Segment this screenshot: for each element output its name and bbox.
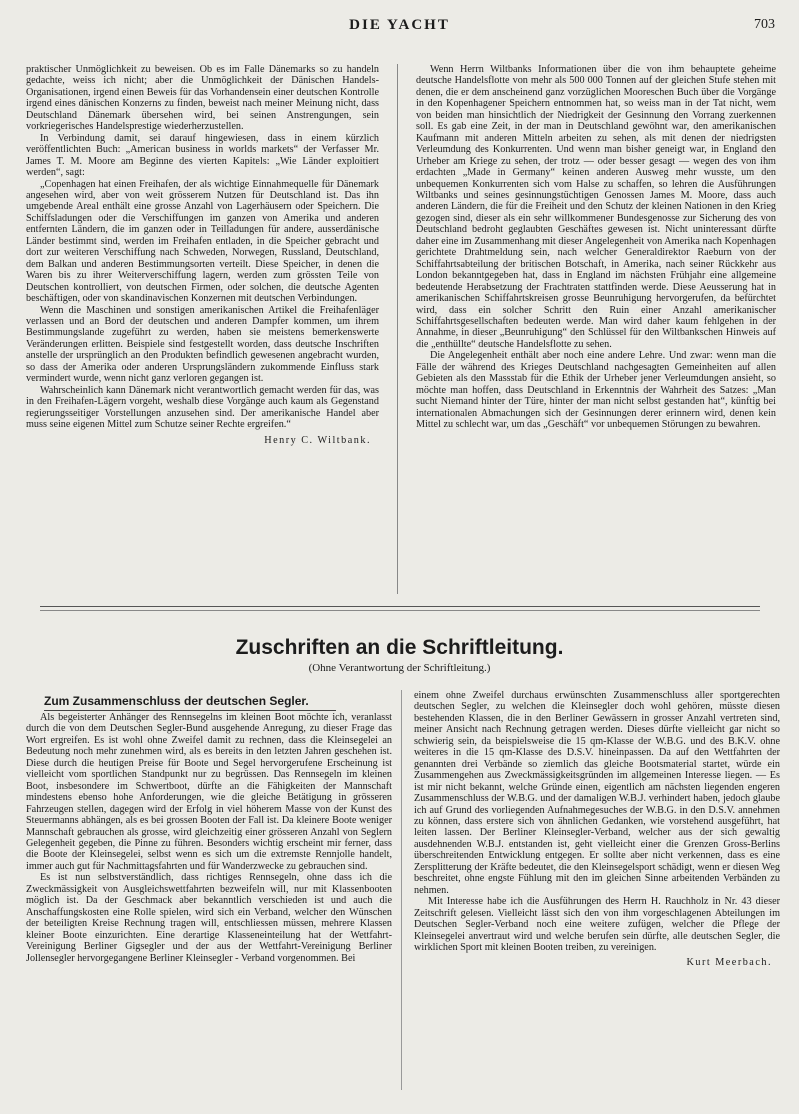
paragraph: einem ohne Zweifel durchaus erwünschten Zusammenschluss aller sportgerechten deutschen Segler, zu welchen die Kleinsegler doch wohl gehören, müsste diesen bestehenden Klassen, die in den Berliner Gewässern in grosser Anzahl vertreten sind, meiner Ansicht nach Rechnung getragen werden. Dieses dürfte vielleicht gar nicht so schwierig sein, da beispielsweise die 15 qm-Klasse der W.B.G. und des B.K.V. ohne weiteres in die 15 qm-Klasse des D.S.V. hineinpassen. Da auf den Wettfahrten der genannten drei Verbände so ziemlich das gleiche Bootsmaterial startet, würde ein Zusammengehen aus Zweckmässigkeitsgründen im allgemeinen Interesse liegen. — Es ist mir nicht bekannt, welche Gründe einen, eigentlich am nächsten liegenden engeren Zusammenschluss der W.B.G. und der damaligen W.B.J. verhindert haben, jedoch glaube ich auf Grund des vorliegenden Aufnahmegesuches der W.B.G. in den D.S.V. annehmen zu können, dass erstere sich von ähnlichen Gedanken, wie vorstehend ausgeführt, hat leiten lassen. Der Berliner Kleinsegler-Verband, welcher aus der sich gewaltig ausdehnenden W.B.J. entstanden ist, geht vielleicht einer die Grenzen Gross-Berlins überschreitenden Entwicklung entgegen. Er sollte aber nicht verkennen, dass es eine Zersplitterung der Kräfte bedeutet, die den Kleinsegelsport schädigt, wenn er diesen Weg beschreitet, ohne engste Fühlung mit den im gleichen Sinne arbeitenden Verbänden zu nehmen. <box>414 690 780 896</box>
column-divider <box>401 690 402 1090</box>
author-signature: Kurt Meerbach. <box>686 957 772 969</box>
section-divider <box>40 610 760 611</box>
section-title: Zuschriften an die Schriftleitung. <box>235 636 564 659</box>
page-number: 703 <box>754 17 775 32</box>
letter-title: Zum Zusammenschluss der deutschen Segler. <box>44 694 309 708</box>
paragraph: Wenn Herrn Wiltbanks Informationen über die von ihm behauptete geheime deutsche Handelsflotte von mehr als 500 000 Tonnen auf der gleichen Stufe stehen mit denen, die er dem anscheinend ganz vorzüglichen Mooreschen Buch über die Vorgänge in den Kopenhagener Speichern entnommen hat, so weiss man in der Tat nicht, wem von beiden man hinsichtlich der Niedrigkeit der Gesinnung den Vorrang zuerkennen soll. Es gab eine Zeit, in der man in Deutschland gewöhnt war, den amerikanischen Kaufmann mit anderen Mitteln arbeiten zu sehen, als mit denen der niedrigsten Verleumdung des Konkurrenten. Und wenn man bisher geneigt war, in England den Urheber am Kriege zu sehen, der trotz — oder besser gesagt — wegen des von ihm erdachten „Made in Germany“ keinen anderen Ausweg mehr wusste, um den unbequemen Konkurrenten sich vom Halse zu schaffen, so lehren die Ausführungen Wiltbanks und seines gesinnungstüchtigen Genossen James M. Moore, dass auch anderen Ländern, die für die Freiheit und den Schutz der kleinen Nationen in den Krieg gezogen sind, dieser als ein sehr willkommener Bundesgenosse zur Sicherung des von Deutschland bedroht geglaubten Geschäftes gewesen ist. Nicht uninteressant dürfte daher eine im Zusammenhang mit dieser Angelegenheit von Amerika nach Kopenhagen gerichtete Drahtmeldung sein, nach welcher Generaldirektor Raeburn von der Schiffahrtsabteilung der britischen Botschaft, in Amerika, nach seiner Rückkehr aus London bekanntgegeben hat, dass in England im nächsten Frühjahr eine allgemeine bedeutende Herabsetzung der Frachtraten stattfinden werde. Diese Aeusserung hat in amerikanischen Schiffahrtskreisen grosse Beunruhigung hervorgerufen, da befürchtet wird, dass ein solcher Schritt den Ruin einer Anzahl amerikanischer Schiffahrtsgesellschaften bedeuten werde. Man wird daher kaum fehlgehen in der Annahme, in dieser „Beunruhigung“ den Schlüssel für den Wiltbankschen Hinweis auf die „enthüllte“ deutsche Handelsflotte zu sehen. <box>416 64 776 350</box>
paragraph: „Copenhagen hat einen Freihafen, der als wichtige Einnahmequelle für Dänemark angesehen wird, aber von weit grösserem Nutzen für Deutschland ist. Das ihn umgebende Areal enthält eine grosse Anzahl von Lagerhäusern oder Speichern. Die Schiffsladungen oder die Verschiffungen im ganzen von Amerika und anderen entfernten Ländern, die im ganzen oder in Teilladungen für andere, ausserdänische Länder bestimmt sind, werden im Freihafen entladen, in die Speicher gebracht und dort zur weiteren Verschiffung nach Schweden, Norwegen, Russland, Deutschland, dem Balkan und anderen Bestimmungsorten verteilt. Diese Speicher, in denen die Waren bis zu ihrer Weiterverschiffung lagern, werden zum grössten Teile von Deutschen kontrolliert, von deutschen Firmen, oder solchen, die deutsche Agenten beschäftigen, oder von skandinavischen Konzernen mit deutschen Verbindungen. <box>26 178 379 305</box>
upper-right-column <box>416 64 776 594</box>
letter-right-column <box>414 690 780 1090</box>
paragraph: Wenn die Maschinen und sonstigen amerikanischen Artikel die Freihafenläger verlassen und an Bord der deutschen und anderen Dampfer kommen, um ihrem Bestimmungslande zugeführt zu werden, haben sie meistens bemerkenswerte Veränderungen erlitten. Beispiele sind festgestellt worden, dass deutsche Inschriften anstelle der ursprünglich an den Produkten befindlich gewesenen angebracht wurden, so dass der Amerika oder anderen Ursprungsländern zukommende Einfluss stark vermindert wurde, wenn nicht ganz verloren gegangen ist. <box>26 304 379 385</box>
paragraph: praktischer Unmöglichkeit zu beweisen. Ob es im Falle Dänemarks so zu handeln gedachte, weiss ich nicht; aber die Unmöglichkeit der Dänischen Handels-Organisationen, irgend einen Beweis für das Vorhandensein einer deutschen Kontrolle irgend eines dänischen Konzerns zu finden, beweist nach meiner Meinung nicht, dass Deutschland Dänemark übersehen wird, bei seinen Anstrengungen, sein vorkriegerisches Handelsprestige wiederherzustellen. <box>26 64 379 133</box>
paragraph: In Verbindung damit, sei darauf hingewiesen, dass in einem kürzlich veröffentlichten Buch: „American business in worlds markets“ der Verfasser Mr. James T. M. Moore am Beginne des vierten Kapitels: „Wie Länder exploitiert werden“, sagt: <box>26 132 379 179</box>
upper-left-column <box>26 64 379 594</box>
paragraph: Die Angelegenheit enthält aber noch eine andere Lehre. Und zwar: wenn man die Fälle der während des Krieges Deutschland nachgesagten Gemeinheiten auf allen Gebieten als den Massstab für die Ethik der Urheber jener Verleumdungen ansieht, so möchte man hoffen, dass Deutschland in Erkenntnis der Wahrheit des Satzes: „Man sucht Niemand hinter der Türe, hinter der man nicht selbst gestanden hat“, künftig bei internationalen Abmachungen sich der Gesinnungen derer erinnern wird, denen kein Mittel zu schlecht war, um das „Geschäft“ vor unbequemen Störungen zu bewahren. <box>416 350 776 431</box>
paragraph: Mit Interesse habe ich die Ausführungen des Herrn H. Rauchholz in Nr. 43 dieser Zeitschrift gelesen. Vielleicht lässt sich den von ihm vorgeschlagenen Abteilungen im Deutschen Segler-Verband noch eine weitere zufügen, welcher die Pflege der Kleinsegelei anvertraut wird und welche berufen sein dürfte, alle deutschen Segler, die wirklichen Sport mit kleinen Booten treiben, zu vereinigen. <box>414 896 780 953</box>
column-divider <box>397 64 398 594</box>
paragraph: Es ist nun selbstverständlich, dass richtiges Rennsegeln, ohne dass ich die Zweckmässigkeit von Ausgleichswettfahrten bezweifeln will, nur mit Klassenbooten möglich ist. Da der Geschmack aber bekanntlich verschieden ist und auch die Anschaffungskosten eine Rolle spielen, wird sich ein Verband, welcher den Wünschen der beteiligten Kreise Rechnung tragen will, entschliessen müssen, mehrere Klassen kleiner Boote einzurichten. Eine derartige Klasseneinteilung hat der Wettfahrt-Vereinigung Berliner Gigsegler und der aus der Wettfahrt-Vereinigung Berliner Jollensegler hervorgegangene Berliner Kleinsegler - Verband vorgenommen. Bei <box>26 872 392 964</box>
paragraph: Als begeisterter Anhänger des Rennsegelns im kleinen Boot möchte ich, veranlasst durch die von dem Deutschen Segler-Bund ausgehende Anregung, zu dieser Frage das Wort ergreifen. Es ist wohl ohne Zweifel damit zu rechnen, dass die Kleinsegelei an Bedeutung noch mehr zunehmen wird, als es bereits in den letzten Jahren geschehen ist. Diese durch die heutigen Preise für Boote und Segel hervorgerufene Erscheinung ist vielleicht vom sportlichen Standpunkt nur zu begrüssen. Das Rennsegeln im kleinen Boot, insbesondere im Schwertboot, dürfte an die Fähigkeiten der Mannschaft mindestens ebenso hohe Anforderungen, wie die gleiche Betätigung in grösseren Fahrzeugen stellen, dagegen wird der Erfolg in viel höherem Masse von der Kunst des Steuermanns abhängen, als es bei grossen Booten der Fall ist. Da kleinere Boote weniger Mannschaft gebrauchen als grosse, wird gleichzeitig einer grösseren Anzahl von Seglern Gelegenheit gegeben, die Pinne zu führen. Besonders wichtig erscheint mir ferner, dass die Boote der Kleinsegelei, selbst wenn es sich um die extremste Rennjolle handelt, immer auch gut für Nachmittagsfahrten und für Wanderzwecke zu gebrauchen sind. <box>26 712 392 872</box>
paragraph: Wahrscheinlich kann Dänemark nicht verantwortlich gemacht werden für das, was in den Freihafen-Lägern vorgeht, weshalb diese Vorgänge auch kaum als Gegenstand regierungsseitiger Vorstellungen anzusehen sind. Der amerikanische Handel aber muss seine eigenen Mittel zum Schutze seiner Rechte ergreifen.“ <box>26 384 379 431</box>
page-header-title: DIE YACHT <box>349 17 450 33</box>
letter-left-column <box>26 712 392 1092</box>
title-underline <box>44 710 336 711</box>
author-signature: Henry C. Wiltbank. <box>264 434 371 446</box>
section-subtitle: (Ohne Verantwortung der Schriftleitung.) <box>308 662 491 674</box>
section-divider <box>40 606 760 607</box>
